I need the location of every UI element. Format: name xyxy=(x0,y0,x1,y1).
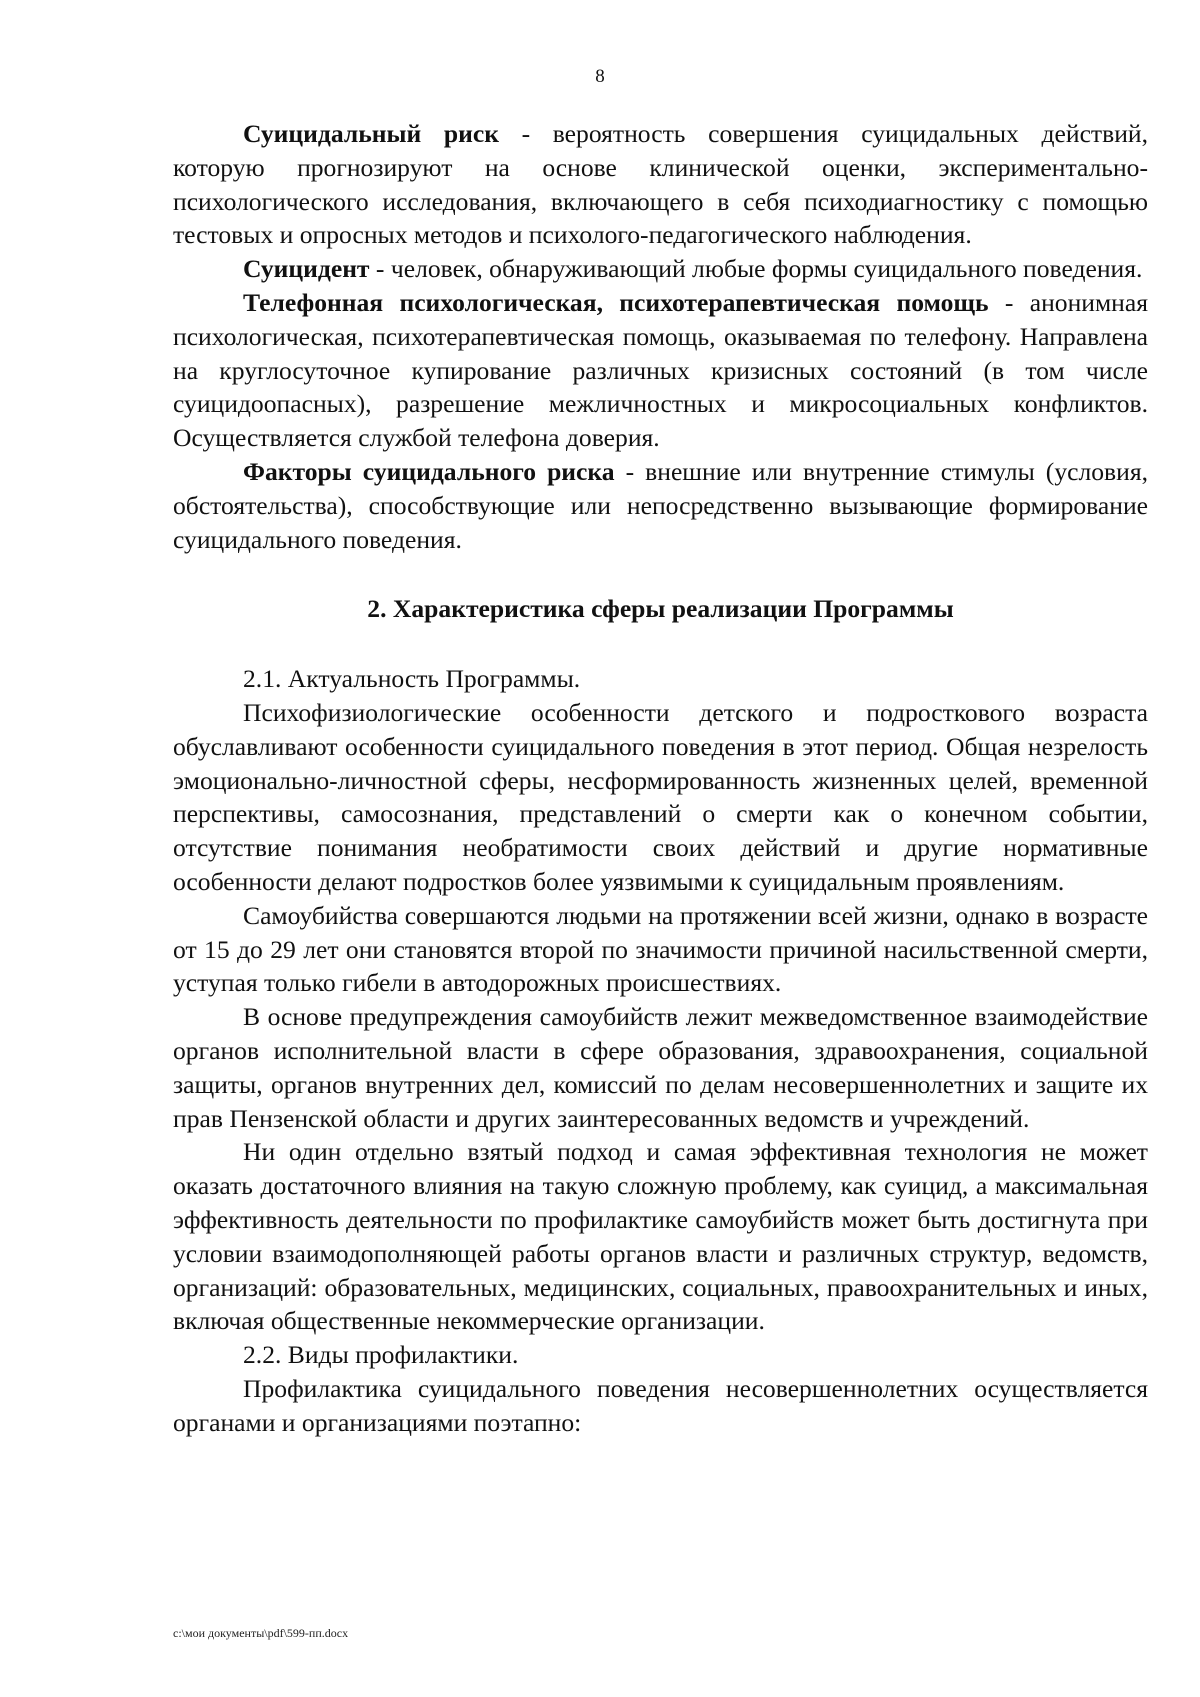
footer-file-path: c:\мои документы\pdf\599-пп.docx xyxy=(173,1626,349,1640)
definition-term: Суицидент xyxy=(243,254,370,284)
definition-text: - внешние или внутренние стимулы (условия, обстоятельства), способствующие или непосредственно вызывающие формирование суицидального поведения. xyxy=(173,456,1149,554)
page-number: 8 xyxy=(595,66,605,87)
body-paragraph: Профилактика суицидального поведения несовершеннолетних осуществляется органами и организациями поэтапно: xyxy=(173,1373,1148,1437)
definition-paragraph xyxy=(173,455,1148,556)
body-paragraph: Психофизиологические особенности детского и подросткового возраста обуславливают особенности суицидального поведения в этот период. Общая незрелость эмоционально-личностной сферы, несформированность жизненных целей, временной перспективы, самосознания, представлений о смерти как о конечном событии, отсутствие понимания необратимости своих действий и другие нормативные особенности делают подростков более уязвимыми к суицидальным проявлениям. xyxy=(173,697,1148,896)
definition-term: Телефонная психологическая, психотерапевтическая помощь xyxy=(243,287,989,317)
subsection-title: 2.2. Виды профилактики. xyxy=(243,1340,519,1370)
document-body xyxy=(173,117,1148,1439)
definition-paragraph xyxy=(173,117,1148,252)
definition-text: - вероятность совершения суицидальных действий, которую прогнозируют на основе клинической оценки, экспериментально-психологического исследования, включающего в себя психодиагностику с помощью тестовых и опросных методов и психолого-педагогического наблюдения. xyxy=(173,119,1148,250)
definition-paragraph xyxy=(173,286,1148,455)
subsection-title: 2.1. Актуальность Программы. xyxy=(243,664,581,694)
body-paragraph: Самоубийства совершаются людьми на протяжении всей жизни, однако в возрасте от 15 до 29 лет они становятся второй по значимости причиной насильственной смерти, уступая только гибели в автодорожных происшествиях. xyxy=(173,900,1148,998)
body-paragraph: Ни один отдельно взятый подход и самая эффективная технология не может оказать достаточного влияния на такую сложную проблему, как суицид, а максимальная эффективность деятельности по профилактике самоубийств может быть достигнута при условии взаимодополняющей работы органов власти и различных структур, ведомств, организаций: образовательных, медицинских, социальных, правоохранительных и иных, включая общественные некоммерческие организации. xyxy=(173,1137,1148,1336)
definition-text: - человек, обнаруживающий любые формы суицидального поведения. xyxy=(369,254,1143,284)
definition-term: Факторы суицидального риска xyxy=(243,456,615,486)
section-heading: 2. Характеристика сферы реализации Программы xyxy=(367,594,954,624)
body-paragraph: В основе предупреждения самоубийств лежит межведомственное взаимодействие органов исполнительной власти в сфере образования, здравоохранения, социальной защиты, органов внутренних дел, комиссий по делам несовершеннолетних и защите их прав Пензенской области и других заинтересованных ведомств и учреждений. xyxy=(173,1002,1148,1133)
definition-text: - анонимная психологическая, психотерапевтическая помощь, оказываемая по телефону. Направлена на круглосуточное купирование различных кризисных состояний (в том числе суицидоопасных), разрешение межличностных и микросоциальных конфликтов. Осуществляется службой телефона доверия. xyxy=(173,287,1149,453)
definition-term: Суицидальный риск xyxy=(243,119,499,148)
definition-paragraph xyxy=(173,252,1148,286)
